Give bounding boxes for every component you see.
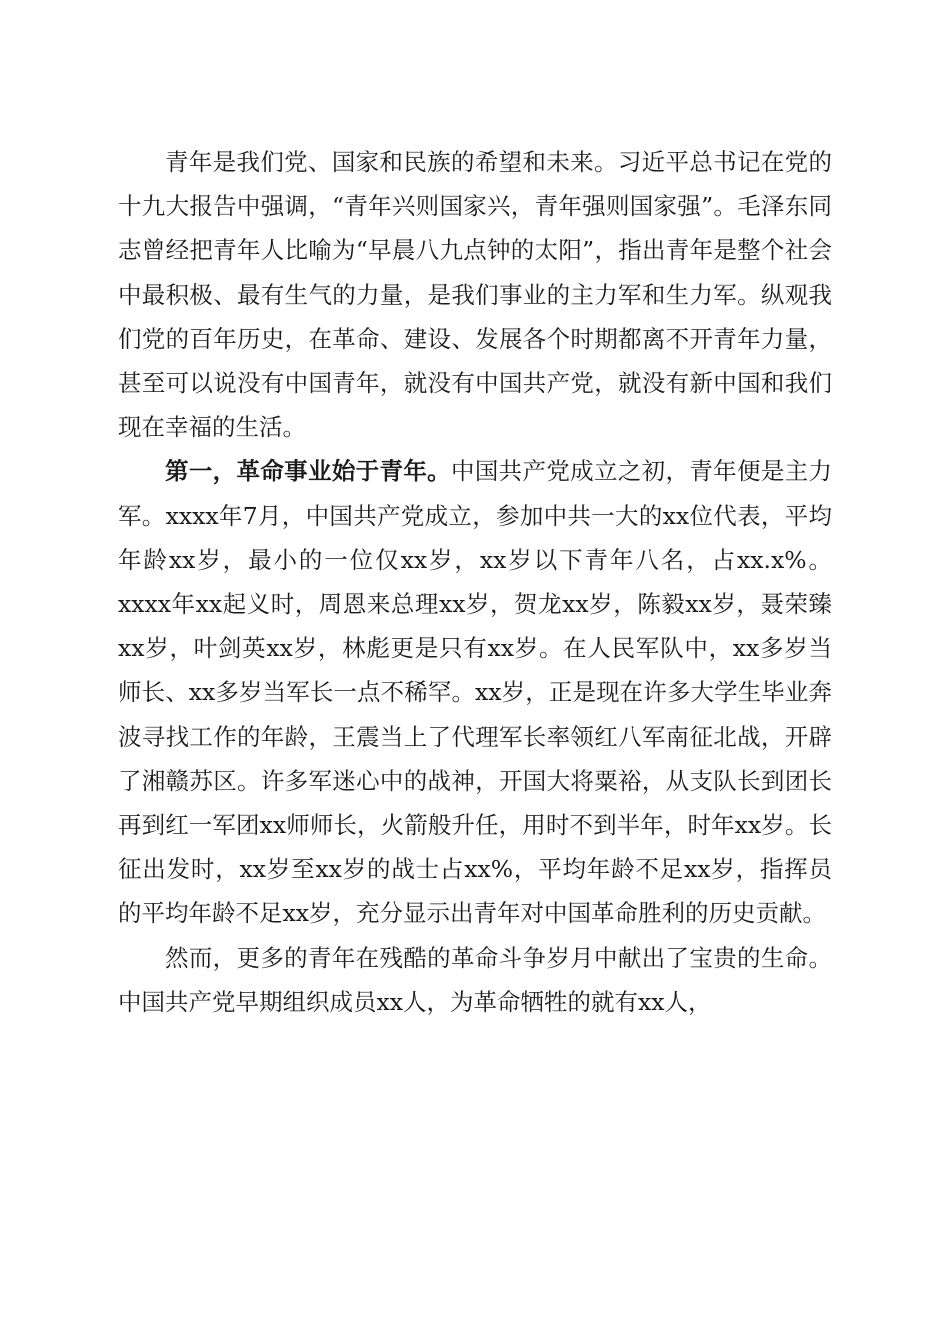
paragraph-revolution-text: 中国共产党成立之初，青年便是主力军。xxxx年7月，中国共产党成立，参加中共一大的xx位代表，平均年龄xx岁，最小的一位仅xx岁，xx岁以下青年八名，占xx.x%。xxxx年xx起义时，周恩来总理xx岁，贺龙xx岁，陈毅xx岁，聂荣臻xx岁，叶剑英xx岁，林彪更是只有xx岁。在人民军队中，xx多岁当师长、xx多岁当军长一点不稀罕。xx岁，正是现在许多大学生毕业奔波寻找工作的年龄，王震当上了代理军长率领红八军南征北战，开辟了湘赣苏区。许多军迷心中的战神，开国大将粟裕，从支队长到团长再到红一军团xx师师长，火箭般升任，用时不到半年，时年xx岁。长征出发时，xx岁至xx岁的战士占xx%，平均年龄不足xx岁，指挥员的平均年龄不足xx岁，充分显示出青年对中国革命胜利的历史贡献。 — [118, 457, 832, 928]
paragraph-revolution-heading: 第一，革命事业始于青年。 — [165, 457, 451, 486]
paragraph-sacrifice-text: 然而，更多的青年在残酷的革命斗争岁月中献出了宝贵的生命。中国共产党早期组织成员xx人，为革命牺牲的就有xx人， — [118, 943, 832, 1016]
paragraph-intro — [118, 140, 832, 449]
paragraph-revolution — [118, 449, 832, 935]
paragraph-intro-text: 青年是我们党、国家和民族的希望和未来。习近平总书记在党的十九大报告中强调，“青年兴则国家兴，青年强则国家强”。毛泽东同志曾经把青年人比喻为“早晨八九点钟的太阳”，指出青年是整个社会中最积极、最有生气的力量，是我们事业的主力军和生力军。纵观我们党的百年历史，在革命、建设、发展各个时期都离不开青年力量，甚至可以说没有中国青年，就没有中国共产党，就没有新中国和我们现在幸福的生活。 — [118, 148, 832, 442]
paragraph-sacrifice — [118, 936, 832, 1024]
document-page — [118, 140, 832, 1024]
